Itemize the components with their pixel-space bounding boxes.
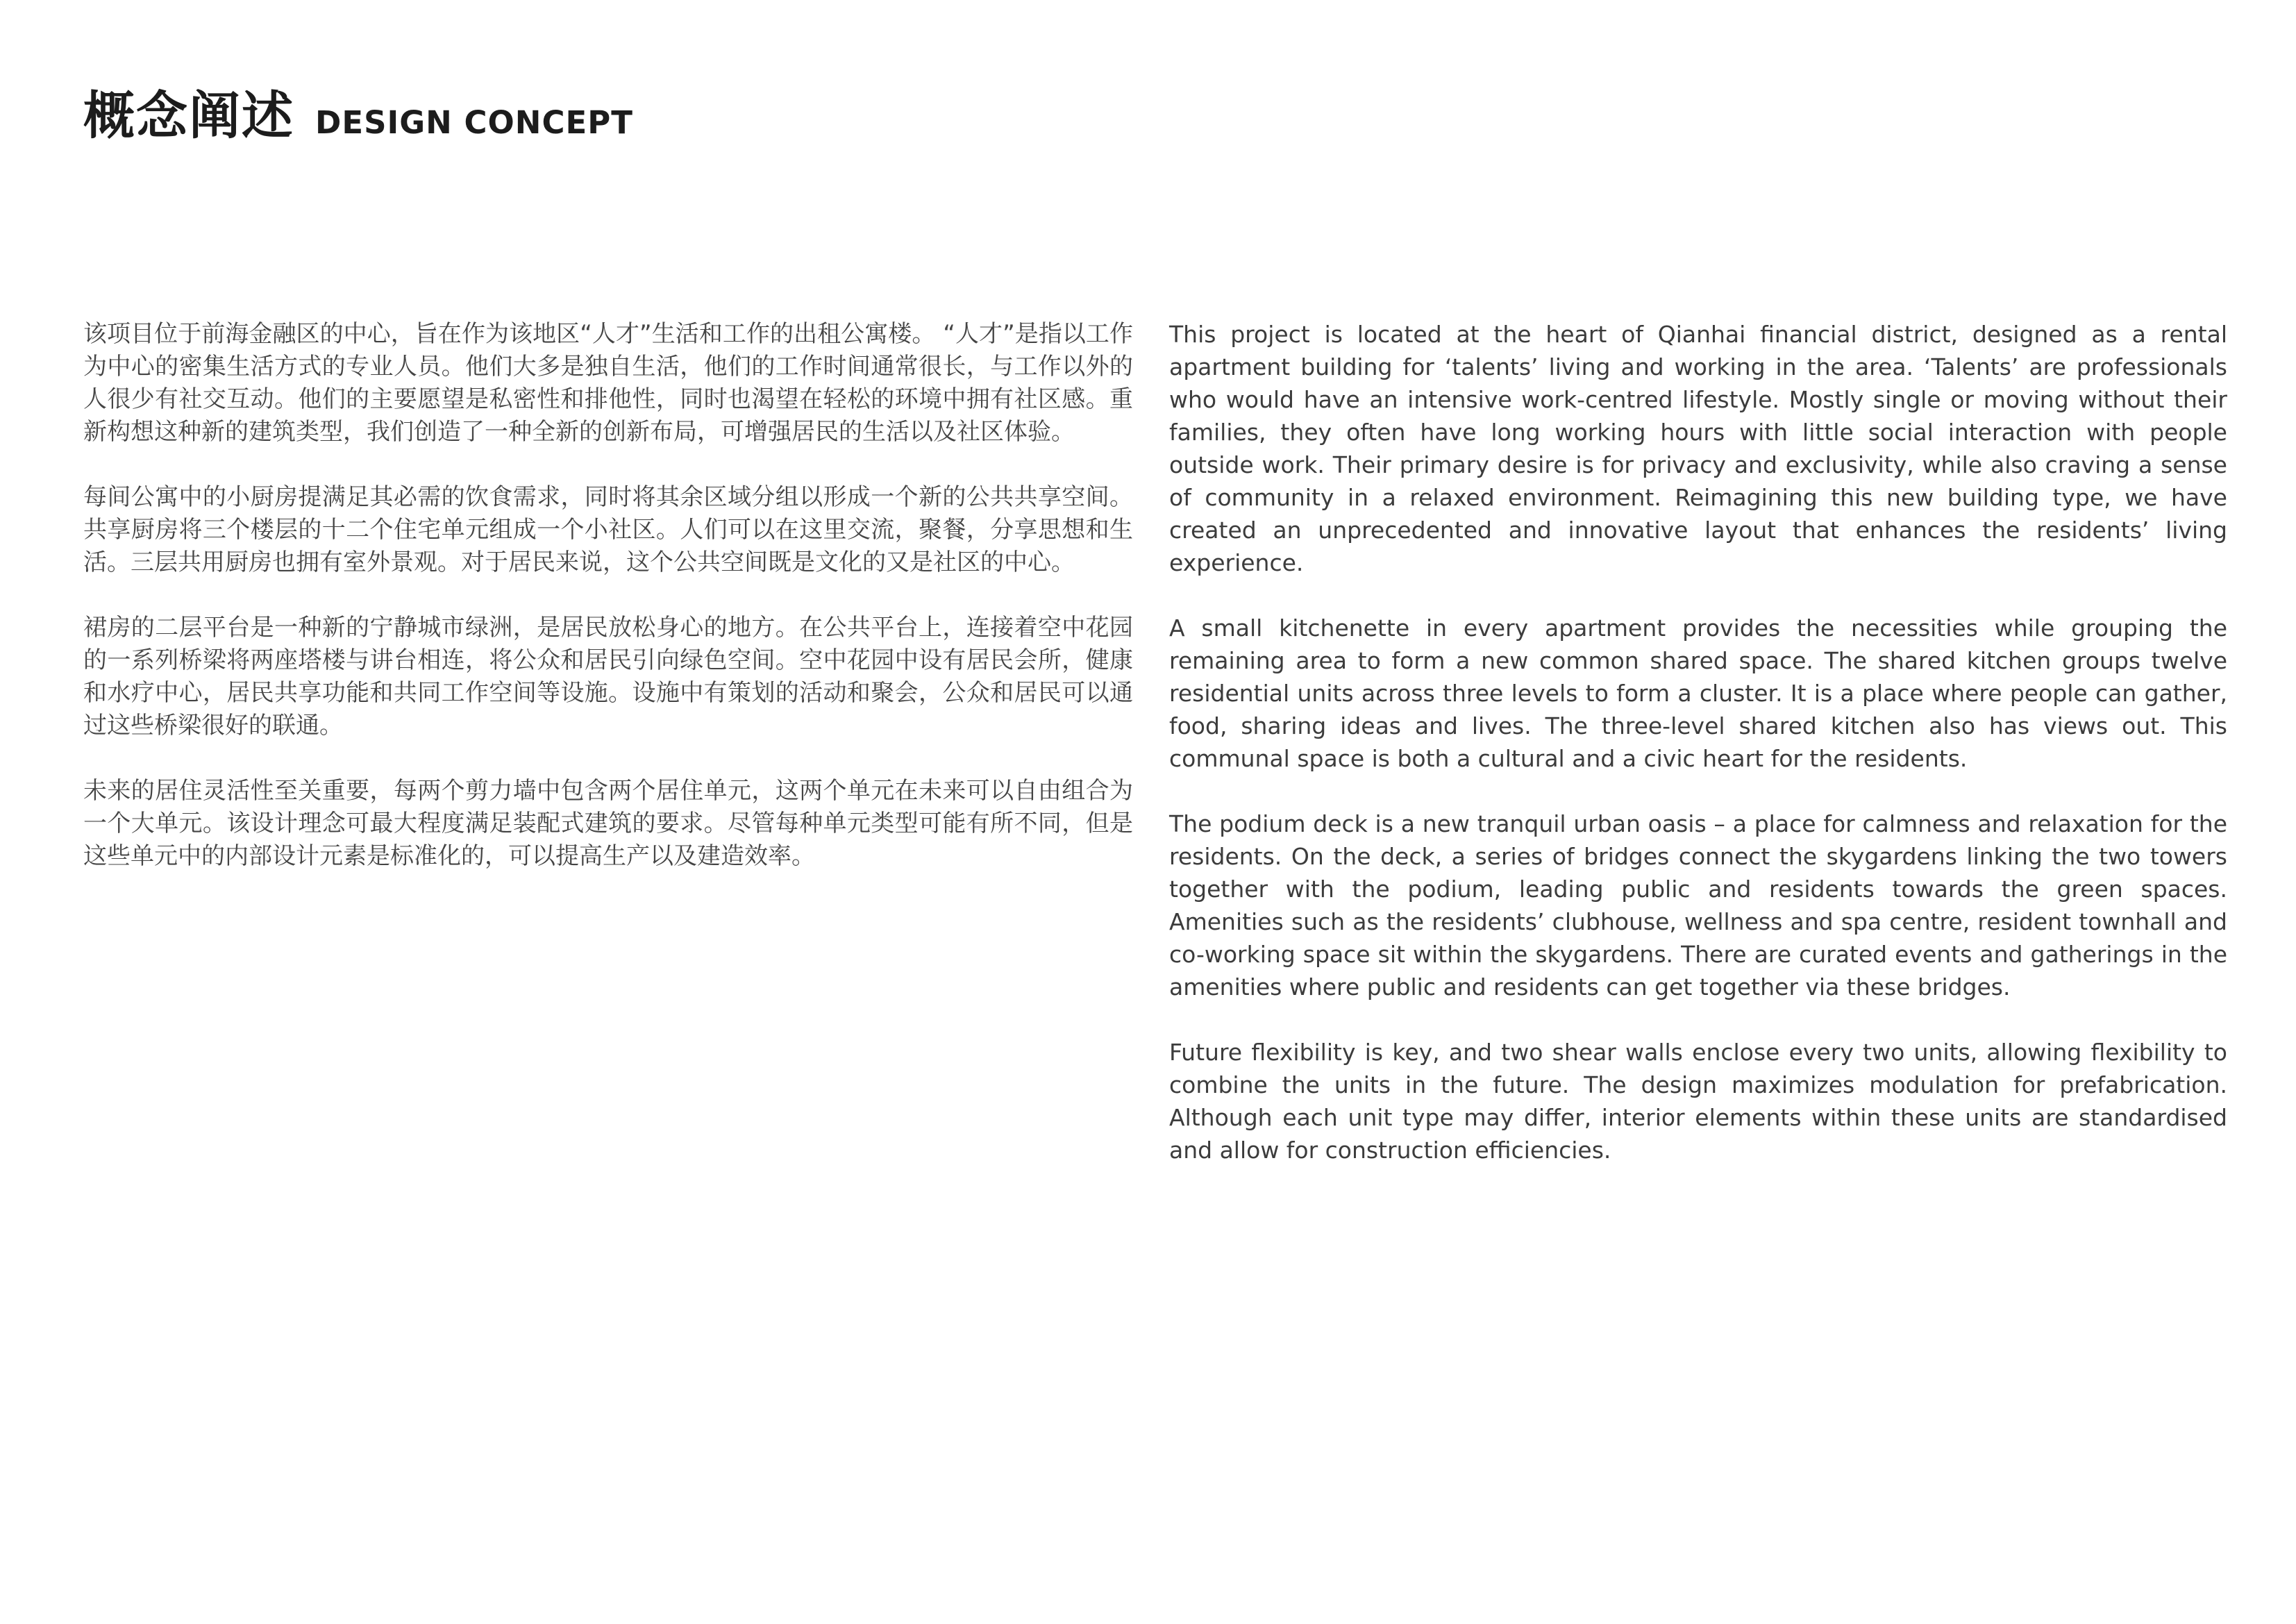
english-paragraph-2: A small kitchenette in every apartment provides the necessities while grouping the remaining area to form a new common shared space. The shared kitchen groups twelve residential units across three levels to form a cluster. It is a place where people can gather, food, sharing ideas and lives. The three-level shared kitchen also has views out. This communal space is both a cultural and a civic heart for the residents. (1169, 614, 2227, 772)
chinese-paragraph-2: 每间公寓中的小厨房提满足其必需的饮食需求，同时将其余区域分组以形成一个新的公共共享空间。共享厨房将三个楼层的十二个住宅单元组成一个小社区。人们可以在这里交流，聚餐，分享思想和生活。三层共用厨房也拥有室外景观。对于居民来说，这个公共空间既是文化的又是社区的中心。 (83, 483, 1133, 576)
chinese-paragraph-3: 裙房的二层平台是一种新的宁静城市绿洲，是居民放松身心的地方。在公共平台上，连接着空中花园的一系列桥梁将两座塔楼与讲台相连，将公众和居民引向绿色空间。空中花园中设有居民会所，健康和水疗中心，居民共享功能和共同工作空间等设施。设施中有策划的活动和聚会，公众和居民可以通过这些桥梁很好的联通。 (83, 614, 1133, 739)
chinese-paragraph-1: 该项目位于前海金融区的中心，旨在作为该地区“人才”生活和工作的出租公寓楼。 “人才”是指以工作为中心的密集生活方式的专业人员。他们大多是独自生活，他们的工作时间通常很长，与工作以外的人很少有社交互动。他们的主要愿望是私密性和排他性，同时也渴望在轻松的环境中拥有社区感。重新构想这种新的建筑类型，我们创造了一种全新的创新布局，可增强居民的生活以及社区体验。 (83, 320, 1133, 446)
title-english: DESIGN CONCEPT (315, 104, 633, 141)
english-paragraph-1: This project is located at the heart of Qianhai financial district, designed as a rental apartment building for ‘talents’ living and working in the area. ‘Talents’ are professionals who would have an intensive work-centred lifestyle. Mostly single or moving without their families, they often have long working hours with little social interaction with people outside work. Their primary desire is for privacy and exclusivity, while also craving a sense of community in a relaxed environment. Reimagining this new building type, we have created an unprecedented and innovative layout that enhances the residents’ living experience. (1169, 321, 2227, 576)
title-chinese: 概念阐述 (83, 86, 294, 146)
english-text-column (1169, 318, 2227, 1199)
page-title (83, 75, 633, 149)
chinese-text-column (83, 318, 1133, 905)
english-paragraph-3: The podium deck is a new tranquil urban oasis – a place for calmness and relaxation for the residents. On the deck, a series of bridges connect the skygardens linking the two towers together with the podium, leading public and residents towards the green spaces. Amenities such as the residents’ clubhouse, wellness and spa centre, resident townhall and co-working space sit within the skygardens. There are curated events and gatherings in the amenities where public and residents can get together via these bridges. (1169, 810, 2227, 1001)
english-paragraph-4: Future flexibility is key, and two shear walls enclose every two units, allowing flexibility to combine the units in the future. The design maximizes modulation for prefabrication. Although each unit type may differ, interior elements within these units are standardised and allow for construction efficiencies. (1169, 1039, 2227, 1164)
chinese-paragraph-4: 未来的居住灵活性至关重要，每两个剪力墙中包含两个居住单元，这两个单元在未来可以自由组合为一个大单元。该设计理念可最大程度满足装配式建筑的要求。尽管每种单元类型可能有所不同，但是这些单元中的内部设计元素是标准化的，可以提高生产以及建造效率。 (83, 777, 1133, 870)
